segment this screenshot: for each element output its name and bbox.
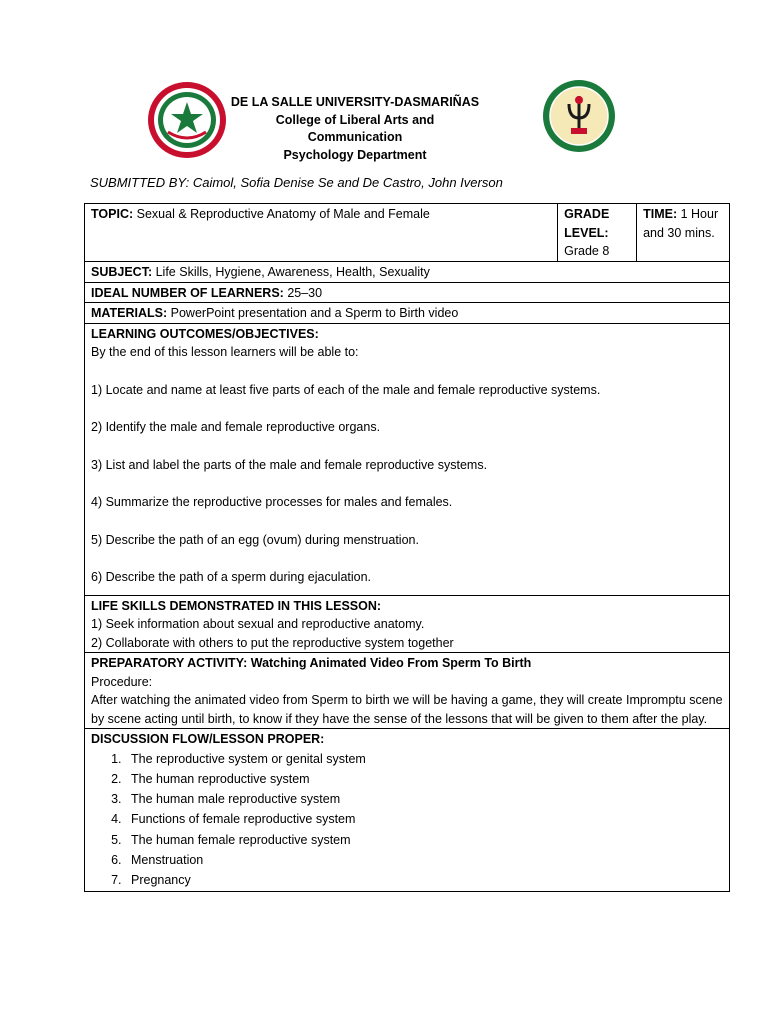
time-value: 1 Hour and 30 mins. bbox=[643, 207, 719, 240]
materials-row bbox=[85, 303, 730, 324]
objective-item: 4) Summarize the reproductive processes for males and females. bbox=[91, 495, 453, 509]
objective-item: 5) Describe the path of an egg (ovum) during menstruation. bbox=[91, 532, 419, 547]
objective-item: 2) Identify the male and female reproductive organs. bbox=[91, 420, 381, 434]
document-header bbox=[230, 94, 480, 164]
learners-row bbox=[85, 282, 730, 303]
life-skills-cell bbox=[85, 595, 730, 653]
discussion-cell bbox=[85, 729, 730, 892]
learners-cell bbox=[85, 282, 730, 303]
objective-item: 3) List and label the parts of the male and female reproductive systems. bbox=[91, 457, 488, 472]
grade-label: GRADE LEVEL: bbox=[564, 207, 610, 240]
materials-label: MATERIALS: bbox=[91, 306, 168, 320]
submitted-label: SUBMITTED BY: bbox=[90, 175, 190, 190]
learners-label: IDEAL NUMBER OF LEARNERS: bbox=[91, 285, 284, 300]
life-skills-row bbox=[85, 595, 730, 653]
preparatory-row bbox=[85, 653, 730, 729]
discussion-row bbox=[85, 729, 730, 892]
procedure-label: Procedure: bbox=[91, 674, 153, 689]
list-item: 7. Pregnancy bbox=[125, 870, 723, 890]
topic-value: Sexual & Reproductive Anatomy of Male and Female bbox=[136, 207, 430, 221]
lesson-plan-table bbox=[84, 203, 730, 892]
grade-value: Grade 8 bbox=[564, 244, 610, 258]
life-skills-heading: LIFE SKILLS DEMONSTRATED IN THIS LESSON: bbox=[91, 598, 382, 613]
life-skill-item: 1) Seek information about sexual and reproductive anatomy. bbox=[91, 617, 425, 631]
list-item: 5. The human female reproductive system bbox=[125, 830, 723, 850]
objectives-intro: By the end of this lesson learners will be able to: bbox=[91, 345, 359, 359]
time-cell bbox=[637, 204, 730, 262]
objectives-row bbox=[85, 323, 730, 595]
subject-label: SUBJECT: bbox=[91, 265, 153, 279]
materials-cell bbox=[85, 303, 730, 324]
list-item: 4. Functions of female reproductive system bbox=[125, 809, 723, 829]
discussion-list bbox=[91, 749, 723, 891]
list-item: 1. The reproductive system or genital system bbox=[125, 749, 723, 769]
subject-cell bbox=[85, 262, 730, 283]
discussion-heading: DISCUSSION FLOW/LESSON PROPER: bbox=[91, 732, 325, 746]
list-item: 6. Menstruation bbox=[125, 850, 723, 870]
subject-row bbox=[85, 262, 730, 283]
university-name: DE LA SALLE UNIVERSITY-DASMARIÑAS bbox=[230, 95, 480, 109]
college-name: College of Liberal Arts and Communication bbox=[275, 112, 435, 144]
topic-cell bbox=[85, 204, 558, 262]
objectives-cell bbox=[85, 323, 730, 595]
preparatory-cell bbox=[85, 653, 730, 729]
dlsu-seal-icon bbox=[146, 80, 228, 160]
learners-value: 25–30 bbox=[287, 285, 323, 300]
topic-row bbox=[85, 204, 730, 262]
preparatory-heading: PREPARATORY ACTIVITY: Watching Animated Video From Sperm To Birth bbox=[91, 656, 532, 670]
grade-cell bbox=[558, 204, 637, 262]
topic-label: TOPIC: bbox=[91, 207, 134, 221]
procedure-text: After watching the animated video from Sperm to birth we will be having a game, they will create Impromptu scene by scene acting until birth, to know if they have the sense of the lessons that will be given to them after the play. bbox=[91, 693, 723, 726]
department-name: Psychology Department bbox=[283, 147, 427, 162]
subject-value: Life Skills, Hygiene, Awareness, Health, Sexuality bbox=[155, 265, 430, 279]
psychology-department-seal-icon bbox=[541, 78, 617, 154]
objective-item: 6) Describe the path of a sperm during ejaculation. bbox=[91, 570, 372, 584]
list-item: 3. The human male reproductive system bbox=[125, 789, 723, 809]
submitted-by bbox=[90, 175, 503, 190]
list-item: 2. The human reproductive system bbox=[125, 769, 723, 789]
life-skill-item: 2) Collaborate with others to put the reproductive system together bbox=[91, 635, 454, 650]
time-label: TIME: bbox=[643, 207, 678, 221]
objectives-heading: LEARNING OUTCOMES/OBJECTIVES: bbox=[91, 326, 319, 341]
objective-item: 1) Locate and name at least five parts of each of the male and female reproductive systems. bbox=[91, 382, 601, 397]
materials-value: PowerPoint presentation and a Sperm to Birth video bbox=[170, 306, 459, 320]
submitted-names: Caimol, Sofia Denise Se and De Castro, John Iverson bbox=[192, 175, 503, 190]
